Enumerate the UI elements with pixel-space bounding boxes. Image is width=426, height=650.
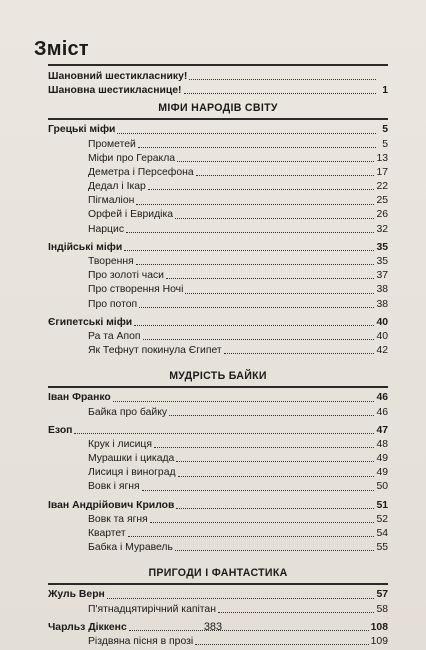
toc-item-page: 13 — [376, 152, 388, 164]
toc-group-row — [48, 499, 388, 513]
leader-dots — [117, 132, 376, 134]
section-heading: ПРИГОДИ І ФАНТАСТИКА — [48, 563, 388, 585]
toc-item-page: 26 — [376, 209, 388, 221]
leader-dots — [218, 611, 374, 613]
leader-dots — [189, 78, 376, 80]
toc-item-page: 50 — [376, 481, 388, 493]
section-heading: МІФИ НАРОДІВ СВІТУ — [48, 98, 388, 120]
toc-item-label: Байка про байку — [88, 406, 168, 418]
leader-dots — [154, 446, 374, 448]
toc-item-row — [48, 481, 388, 495]
toc-group-page: 5 — [382, 124, 388, 136]
toc-item-label: Прометей — [88, 138, 136, 150]
toc-item-row — [48, 180, 388, 194]
toc-item-row — [48, 330, 388, 344]
toc-item-label: Творення — [88, 256, 134, 268]
leader-dots — [113, 400, 375, 402]
toc-item-page: 22 — [376, 181, 388, 193]
toc-group-page: 46 — [376, 392, 388, 404]
toc-item-page: 54 — [376, 528, 388, 540]
toc-item-page: 38 — [376, 284, 388, 296]
toc-item-label: Крук і лисиця — [88, 438, 152, 450]
toc-group-title: Жуль Верн — [48, 589, 105, 601]
toc-group-row — [48, 123, 388, 137]
toc-item-label: Дедал і Ікар — [88, 181, 146, 193]
leader-dots — [195, 643, 368, 645]
leader-dots — [107, 597, 375, 599]
toc-item-row — [48, 194, 388, 208]
toc-item-page: 25 — [376, 195, 388, 207]
leader-dots — [134, 324, 374, 326]
toc-intro-page: 1 — [382, 85, 388, 97]
toc-item-row — [48, 406, 388, 420]
leader-dots — [143, 338, 375, 340]
toc-item-row — [48, 603, 388, 617]
toc-group-page: 35 — [376, 241, 388, 253]
leader-dots — [166, 277, 374, 279]
toc-item-row — [48, 152, 388, 166]
toc-group-title: Іван Андрійович Крилов — [48, 499, 175, 511]
leader-dots — [136, 263, 375, 265]
leader-dots — [138, 146, 376, 148]
toc-group-row — [48, 424, 388, 438]
toc-item-page: 109 — [370, 635, 388, 647]
leader-dots — [142, 489, 375, 491]
toc-item-page: 32 — [376, 223, 388, 235]
toc-item-row — [48, 138, 388, 152]
toc-group-title: Єгипетські міфи — [48, 316, 133, 328]
toc-item-page: 48 — [376, 438, 388, 450]
page-title: Зміст — [34, 38, 89, 60]
toc-item-page: 17 — [376, 166, 388, 178]
toc-item-row — [48, 166, 388, 180]
leader-dots — [74, 432, 374, 434]
toc-item-label: Орфей і Евридіка — [88, 209, 174, 221]
toc-group-page: 108 — [370, 621, 388, 633]
title-rule — [48, 64, 388, 66]
toc-item-page: 49 — [376, 453, 388, 465]
leader-dots — [177, 160, 374, 162]
toc-item-row — [48, 344, 388, 358]
leader-dots — [148, 188, 375, 190]
toc-item-row — [48, 452, 388, 466]
leader-dots — [178, 475, 375, 477]
leader-dots — [184, 92, 376, 94]
toc-group-row — [48, 316, 388, 330]
toc-group-title: Індійські міфи — [48, 241, 123, 253]
toc-item-page: 37 — [376, 270, 388, 282]
leader-dots — [128, 535, 375, 537]
toc-item-page: 58 — [376, 603, 388, 615]
toc-item-page: 52 — [376, 513, 388, 525]
toc-item-row — [48, 255, 388, 269]
toc-group-title: Чарльз Діккенс — [48, 621, 127, 633]
toc-item-label: Про золоті часи — [88, 270, 164, 282]
toc-item-label: Як Тефнут покинула Єгипет — [88, 345, 222, 357]
toc-item-label: Пігмаліон — [88, 195, 135, 207]
toc-item-label: П'ятнадцятирічний капітан — [88, 603, 216, 615]
toc-item-page: 40 — [376, 330, 388, 342]
toc-group-row — [48, 588, 388, 602]
toc-group-page: 47 — [376, 424, 388, 436]
toc-item-label: Про потоп — [88, 298, 138, 310]
toc-item-row — [48, 298, 388, 312]
leader-dots — [169, 414, 374, 416]
toc-group-page: 51 — [376, 499, 388, 511]
toc-item-page: 42 — [376, 345, 388, 357]
toc-item-page: 5 — [382, 138, 388, 150]
toc-group-page: 57 — [376, 589, 388, 601]
toc-item-label: Про створення Ночі — [88, 284, 184, 296]
leader-dots — [176, 507, 374, 509]
toc-item-row — [48, 541, 388, 555]
leader-dots — [139, 306, 374, 308]
toc-item-label: Вовк і ягня — [88, 481, 140, 493]
leader-dots — [175, 549, 375, 551]
toc-item-label: Деметра і Персефона — [88, 166, 194, 178]
toc-group-row — [48, 241, 388, 255]
toc-item-label: Бабка і Муравель — [88, 542, 173, 554]
toc-item-row — [48, 635, 388, 649]
toc-intro-label: Шановний шестикласнику! — [48, 70, 188, 82]
page-number: 383 — [203, 621, 223, 633]
toc-item-label: Вовк та ягня — [88, 513, 148, 525]
toc-item-page: 38 — [376, 298, 388, 310]
toc-item-row — [48, 466, 388, 480]
toc-item-page: 55 — [376, 542, 388, 554]
toc-item-row — [48, 209, 388, 223]
leader-dots — [176, 460, 374, 462]
toc-item-label: Мурашки і цикада — [88, 453, 175, 465]
toc-item-row — [48, 269, 388, 283]
toc-group-title: Грецькі міфи — [48, 124, 116, 136]
leader-dots — [126, 231, 374, 233]
leader-dots — [185, 292, 374, 294]
toc-item-label: Різдвяна пісня в прозі — [88, 635, 194, 647]
section-heading: МУДРІСТЬ БАЙКИ — [48, 366, 388, 388]
toc-item-row — [48, 513, 388, 527]
toc-group-title: Іван Франко — [48, 392, 111, 404]
toc-group-page: 40 — [376, 316, 388, 328]
toc-item-label: Нарцис — [88, 223, 125, 235]
toc-item-row — [48, 283, 388, 297]
toc-item-row — [48, 527, 388, 541]
toc-item-label: Лисиця і виноград — [88, 467, 176, 479]
toc-item-page: 46 — [376, 406, 388, 418]
leader-dots — [224, 352, 375, 354]
toc-intro-row — [48, 84, 388, 98]
toc-intro-label: Шановна шестикласнице! — [48, 85, 182, 97]
toc-group-title: Езоп — [48, 424, 73, 436]
toc-intro-row — [48, 70, 388, 84]
table-of-contents — [48, 70, 388, 649]
toc-item-page: 49 — [376, 467, 388, 479]
leader-dots — [136, 203, 374, 205]
toc-item-label: Ра та Апоп — [88, 330, 141, 342]
leader-dots — [150, 521, 375, 523]
leader-dots — [124, 249, 374, 251]
leader-dots — [175, 217, 374, 219]
toc-item-label: Квартет — [88, 528, 126, 540]
leader-dots — [196, 174, 375, 176]
toc-item-row — [48, 223, 388, 237]
toc-item-page: 35 — [376, 256, 388, 268]
toc-item-label: Міфи про Геракла — [88, 152, 176, 164]
toc-group-row — [48, 391, 388, 405]
toc-item-row — [48, 438, 388, 452]
